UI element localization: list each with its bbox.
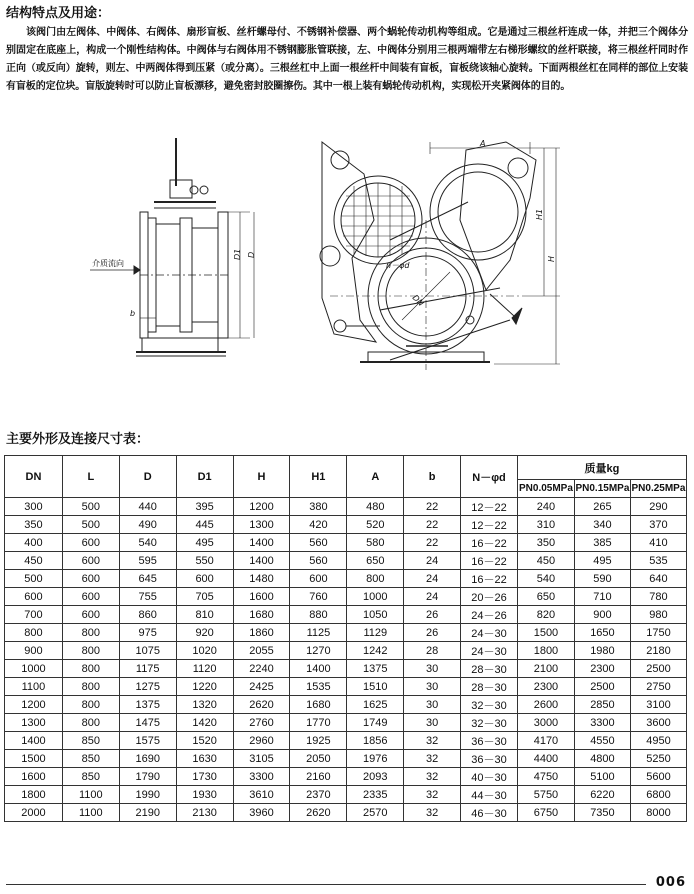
footer-divider bbox=[6, 884, 646, 885]
table-cell: 2055 bbox=[233, 642, 290, 660]
table-cell: 1375 bbox=[119, 696, 176, 714]
table-cell: 450 bbox=[5, 552, 63, 570]
table-cell: 24－30 bbox=[461, 624, 518, 642]
table-cell: 800 bbox=[62, 660, 119, 678]
table-cell: 1100 bbox=[62, 786, 119, 804]
table-cell: 4750 bbox=[517, 768, 574, 786]
table-cell: 2620 bbox=[290, 804, 347, 822]
table-cell: 2180 bbox=[630, 642, 686, 660]
header-a: A bbox=[347, 456, 404, 498]
table-cell: 32 bbox=[404, 768, 461, 786]
table-cell: 1600 bbox=[233, 588, 290, 606]
front-view bbox=[320, 142, 560, 370]
table-cell: 1375 bbox=[347, 660, 404, 678]
table-row bbox=[5, 786, 687, 804]
table-cell: 3100 bbox=[630, 696, 686, 714]
table-cell: 3300 bbox=[574, 714, 630, 732]
table-cell: 500 bbox=[5, 570, 63, 588]
table-cell: 1400 bbox=[290, 660, 347, 678]
table-cell: 1930 bbox=[176, 786, 233, 804]
page-number: 006 bbox=[655, 875, 686, 890]
table-cell: 7350 bbox=[574, 804, 630, 822]
table-row bbox=[5, 678, 687, 696]
table-cell: 40－30 bbox=[461, 768, 518, 786]
table-cell: 1100 bbox=[5, 678, 63, 696]
table-cell: 850 bbox=[62, 732, 119, 750]
table-cell: 350 bbox=[5, 516, 63, 534]
table-cell: 1000 bbox=[5, 660, 63, 678]
table-cell: 290 bbox=[630, 498, 686, 516]
table-cell: 1200 bbox=[5, 696, 63, 714]
table-cell: 600 bbox=[62, 606, 119, 624]
table-row bbox=[5, 570, 687, 588]
table-cell: 24 bbox=[404, 588, 461, 606]
table-header-row bbox=[5, 456, 687, 480]
table-cell: 2500 bbox=[574, 678, 630, 696]
table-cell: 6220 bbox=[574, 786, 630, 804]
table-cell: 265 bbox=[574, 498, 630, 516]
table-cell: 820 bbox=[517, 606, 574, 624]
table-cell: 2240 bbox=[233, 660, 290, 678]
table-row bbox=[5, 552, 687, 570]
table-cell: 2335 bbox=[347, 786, 404, 804]
table-cell: 2500 bbox=[630, 660, 686, 678]
dim-d-label: D bbox=[247, 251, 256, 258]
table-cell: 240 bbox=[517, 498, 574, 516]
dimensions-table bbox=[4, 455, 687, 822]
table-cell: 760 bbox=[290, 588, 347, 606]
table-cell: 2570 bbox=[347, 804, 404, 822]
table-cell: 26 bbox=[404, 606, 461, 624]
table-cell: 2425 bbox=[233, 678, 290, 696]
table-cell: 32 bbox=[404, 804, 461, 822]
header-d: D bbox=[119, 456, 176, 498]
table-cell: 920 bbox=[176, 624, 233, 642]
header-h1: H1 bbox=[290, 456, 347, 498]
table-cell: 595 bbox=[119, 552, 176, 570]
table-cell: 300 bbox=[5, 498, 63, 516]
table-cell: 1730 bbox=[176, 768, 233, 786]
table-cell: 445 bbox=[176, 516, 233, 534]
table-cell: 540 bbox=[119, 534, 176, 552]
table-row bbox=[5, 732, 687, 750]
table-cell: 1242 bbox=[347, 642, 404, 660]
table-row bbox=[5, 588, 687, 606]
flow-direction-label: 介质流向 bbox=[92, 259, 124, 268]
table-cell: 560 bbox=[290, 534, 347, 552]
section-title-dimensions: 主要外形及连接尺寸表： bbox=[6, 432, 150, 447]
table-cell: 32－30 bbox=[461, 696, 518, 714]
header-pn005: PN0.05MPa bbox=[517, 480, 574, 498]
table-cell: 1300 bbox=[233, 516, 290, 534]
table-cell: 1520 bbox=[176, 732, 233, 750]
table-cell: 490 bbox=[119, 516, 176, 534]
table-cell: 1690 bbox=[119, 750, 176, 768]
table-cell: 975 bbox=[119, 624, 176, 642]
table-cell: 535 bbox=[630, 552, 686, 570]
table-cell: 16－22 bbox=[461, 534, 518, 552]
table-cell: 24－30 bbox=[461, 642, 518, 660]
table-cell: 5750 bbox=[517, 786, 574, 804]
table-cell: 5600 bbox=[630, 768, 686, 786]
table-cell: 3610 bbox=[233, 786, 290, 804]
table-cell: 2600 bbox=[517, 696, 574, 714]
table-cell: 1990 bbox=[119, 786, 176, 804]
table-cell: 28 bbox=[404, 642, 461, 660]
table-cell: 2093 bbox=[347, 768, 404, 786]
table-cell: 850 bbox=[62, 750, 119, 768]
table-cell: 1500 bbox=[517, 624, 574, 642]
table-cell: 2100 bbox=[517, 660, 574, 678]
table-cell: 800 bbox=[62, 624, 119, 642]
table-cell: 580 bbox=[347, 534, 404, 552]
table-cell: 1650 bbox=[574, 624, 630, 642]
dim-h-label: H bbox=[547, 255, 556, 262]
table-cell: 8000 bbox=[630, 804, 686, 822]
table-cell: 1856 bbox=[347, 732, 404, 750]
table-cell: 2750 bbox=[630, 678, 686, 696]
table-cell: 1800 bbox=[5, 786, 63, 804]
header-d1: D1 bbox=[176, 456, 233, 498]
table-cell: 900 bbox=[5, 642, 63, 660]
table-cell: 385 bbox=[574, 534, 630, 552]
table-cell: 5100 bbox=[574, 768, 630, 786]
table-row bbox=[5, 714, 687, 732]
table-row bbox=[5, 696, 687, 714]
table-cell: 350 bbox=[517, 534, 574, 552]
table-cell: 24－26 bbox=[461, 606, 518, 624]
table-cell: 400 bbox=[5, 534, 63, 552]
table-cell: 30 bbox=[404, 696, 461, 714]
structure-description: 该阀门由左阀体、中阀体、右阀体、扇形盲板、丝杆螺母付、不锈钢补偿器、两个蜗轮传动机构等组成。它是通过三根丝杆连成一体，并把三个阀体分别固定在底座上，构成一个刚性结构体。中阀体与右阀体用不锈钢膨胀管联接，左、中阀体分别用三根两端带左右梯形螺纹的丝杆联接，将三根丝杆同时作正向（或反向）旋转，则左、中两阀体得到压紧（或分离）。三根丝杠中上面一根丝杆中间装有盲板，盲板绕该轴心旋转。下面两根丝杠在同样的部位上安装有盲板的定位块。盲版旋转时可以防止盲板漂移，避免密封胶圈擦伤。其中一根上装有蜗轮传动机构，实现松开夹紧阀体的目的。 bbox=[6, 27, 688, 92]
table-cell: 710 bbox=[574, 588, 630, 606]
table-cell: 2190 bbox=[119, 804, 176, 822]
table-cell: 1976 bbox=[347, 750, 404, 768]
table-cell: 16－22 bbox=[461, 552, 518, 570]
table-cell: 480 bbox=[347, 498, 404, 516]
table-cell: 20－26 bbox=[461, 588, 518, 606]
table-cell: 1790 bbox=[119, 768, 176, 786]
table-cell: 800 bbox=[62, 696, 119, 714]
table-cell: 1125 bbox=[290, 624, 347, 642]
table-cell: 1925 bbox=[290, 732, 347, 750]
table-row bbox=[5, 768, 687, 786]
table-cell: 800 bbox=[62, 642, 119, 660]
table-cell: 650 bbox=[517, 588, 574, 606]
table-cell: 16－22 bbox=[461, 570, 518, 588]
table-cell: 1129 bbox=[347, 624, 404, 642]
table-cell: 600 bbox=[5, 588, 63, 606]
table-cell: 495 bbox=[574, 552, 630, 570]
valve-drawing bbox=[90, 120, 570, 376]
table-cell: 44－30 bbox=[461, 786, 518, 804]
table-cell: 2130 bbox=[176, 804, 233, 822]
table-cell: 590 bbox=[574, 570, 630, 588]
table-cell: 4550 bbox=[574, 732, 630, 750]
table-cell: 1400 bbox=[233, 552, 290, 570]
table-cell: 1200 bbox=[233, 498, 290, 516]
table-cell: 24 bbox=[404, 552, 461, 570]
table-cell: 1770 bbox=[290, 714, 347, 732]
table-cell: 600 bbox=[290, 570, 347, 588]
table-cell: 500 bbox=[62, 516, 119, 534]
header-pn025: PN0.25MPa bbox=[630, 480, 686, 498]
header-h: H bbox=[233, 456, 290, 498]
table-cell: 640 bbox=[630, 570, 686, 588]
table-row bbox=[5, 660, 687, 678]
table-cell: 22 bbox=[404, 534, 461, 552]
table-row bbox=[5, 750, 687, 768]
table-cell: 1510 bbox=[347, 678, 404, 696]
table-cell: 1500 bbox=[5, 750, 63, 768]
table-cell: 2000 bbox=[5, 804, 63, 822]
table-cell: 4400 bbox=[517, 750, 574, 768]
table-cell: 2050 bbox=[290, 750, 347, 768]
table-cell: 1575 bbox=[119, 732, 176, 750]
table-cell: 420 bbox=[290, 516, 347, 534]
table-cell: 2300 bbox=[517, 678, 574, 696]
table-cell: 340 bbox=[574, 516, 630, 534]
table-cell: 755 bbox=[119, 588, 176, 606]
header-l: L bbox=[62, 456, 119, 498]
table-cell: 2850 bbox=[574, 696, 630, 714]
table-cell: 3960 bbox=[233, 804, 290, 822]
table-cell: 3105 bbox=[233, 750, 290, 768]
table-cell: 395 bbox=[176, 498, 233, 516]
table-cell: 5250 bbox=[630, 750, 686, 768]
table-cell: 3300 bbox=[233, 768, 290, 786]
table-cell: 1275 bbox=[119, 678, 176, 696]
table-cell: 1400 bbox=[233, 534, 290, 552]
table-cell: 645 bbox=[119, 570, 176, 588]
table-cell: 780 bbox=[630, 588, 686, 606]
table-cell: 370 bbox=[630, 516, 686, 534]
table-row bbox=[5, 516, 687, 534]
table-cell: 1625 bbox=[347, 696, 404, 714]
table-cell: 36－30 bbox=[461, 732, 518, 750]
table-cell: 550 bbox=[176, 552, 233, 570]
table-cell: 2160 bbox=[290, 768, 347, 786]
table-cell: 46－30 bbox=[461, 804, 518, 822]
dim-dn-label: DN bbox=[410, 293, 426, 309]
table-cell: 600 bbox=[62, 552, 119, 570]
table-cell: 2370 bbox=[290, 786, 347, 804]
table-cell: 1100 bbox=[62, 804, 119, 822]
table-cell: 2760 bbox=[233, 714, 290, 732]
table-cell: 32 bbox=[404, 750, 461, 768]
table-row bbox=[5, 804, 687, 822]
table-cell: 1860 bbox=[233, 624, 290, 642]
table-cell: 1680 bbox=[233, 606, 290, 624]
table-cell: 1749 bbox=[347, 714, 404, 732]
dim-a-label: A bbox=[480, 139, 486, 148]
table-cell: 500 bbox=[62, 498, 119, 516]
table-cell: 36－30 bbox=[461, 750, 518, 768]
table-cell: 1400 bbox=[5, 732, 63, 750]
table-cell: 1535 bbox=[290, 678, 347, 696]
table-row bbox=[5, 498, 687, 516]
table-cell: 30 bbox=[404, 660, 461, 678]
header-n-d: N－φd bbox=[461, 456, 518, 498]
table-cell: 32－30 bbox=[461, 714, 518, 732]
table-cell: 705 bbox=[176, 588, 233, 606]
table-cell: 410 bbox=[630, 534, 686, 552]
table-cell: 900 bbox=[574, 606, 630, 624]
table-cell: 12－22 bbox=[461, 516, 518, 534]
table-cell: 1000 bbox=[347, 588, 404, 606]
table-cell: 600 bbox=[62, 534, 119, 552]
table-cell: 650 bbox=[347, 552, 404, 570]
table-cell: 12－22 bbox=[461, 498, 518, 516]
table-cell: 1020 bbox=[176, 642, 233, 660]
section-title-structure: 结构特点及用途： bbox=[6, 6, 111, 21]
table-cell: 28－30 bbox=[461, 678, 518, 696]
table-cell: 1800 bbox=[517, 642, 574, 660]
table-cell: 22 bbox=[404, 498, 461, 516]
table-cell: 2960 bbox=[233, 732, 290, 750]
table-cell: 860 bbox=[119, 606, 176, 624]
table-row bbox=[5, 606, 687, 624]
table-cell: 980 bbox=[630, 606, 686, 624]
table-cell: 1320 bbox=[176, 696, 233, 714]
header-pn015: PN0.15MPa bbox=[574, 480, 630, 498]
table-cell: 700 bbox=[5, 606, 63, 624]
table-cell: 30 bbox=[404, 678, 461, 696]
table-cell: 540 bbox=[517, 570, 574, 588]
table-cell: 32 bbox=[404, 732, 461, 750]
table-cell: 1480 bbox=[233, 570, 290, 588]
table-cell: 560 bbox=[290, 552, 347, 570]
table-body bbox=[5, 498, 687, 822]
table-cell: 1270 bbox=[290, 642, 347, 660]
table-cell: 495 bbox=[176, 534, 233, 552]
table-cell: 440 bbox=[119, 498, 176, 516]
table-cell: 1420 bbox=[176, 714, 233, 732]
table-cell: 380 bbox=[290, 498, 347, 516]
header-dn: DN bbox=[5, 456, 63, 498]
table-cell: 26 bbox=[404, 624, 461, 642]
table-row bbox=[5, 624, 687, 642]
table-cell: 800 bbox=[347, 570, 404, 588]
table-cell: 600 bbox=[176, 570, 233, 588]
table-cell: 800 bbox=[62, 714, 119, 732]
header-mass: 质量kg bbox=[517, 456, 686, 480]
table-cell: 22 bbox=[404, 516, 461, 534]
table-cell: 450 bbox=[517, 552, 574, 570]
table-cell: 4950 bbox=[630, 732, 686, 750]
table-cell: 1120 bbox=[176, 660, 233, 678]
table-cell: 32 bbox=[404, 786, 461, 804]
table-cell: 1750 bbox=[630, 624, 686, 642]
table-row bbox=[5, 642, 687, 660]
table-cell: 1600 bbox=[5, 768, 63, 786]
table-cell: 800 bbox=[5, 624, 63, 642]
header-b: b bbox=[404, 456, 461, 498]
table-cell: 810 bbox=[176, 606, 233, 624]
dim-h1-label: H1 bbox=[535, 208, 544, 220]
table-cell: 24 bbox=[404, 570, 461, 588]
table-cell: 600 bbox=[62, 588, 119, 606]
table-cell: 1300 bbox=[5, 714, 63, 732]
table-cell: 3600 bbox=[630, 714, 686, 732]
dim-nd-label: n－φd bbox=[386, 261, 410, 270]
table-cell: 1980 bbox=[574, 642, 630, 660]
table-cell: 1175 bbox=[119, 660, 176, 678]
table-cell: 30 bbox=[404, 714, 461, 732]
table-cell: 4800 bbox=[574, 750, 630, 768]
table-cell: 1050 bbox=[347, 606, 404, 624]
table-cell: 28－30 bbox=[461, 660, 518, 678]
table-cell: 6800 bbox=[630, 786, 686, 804]
table-cell: 800 bbox=[62, 678, 119, 696]
table-cell: 520 bbox=[347, 516, 404, 534]
table-cell: 600 bbox=[62, 570, 119, 588]
table-cell: 3000 bbox=[517, 714, 574, 732]
side-view bbox=[90, 138, 254, 356]
table-cell: 850 bbox=[62, 768, 119, 786]
table-cell: 1075 bbox=[119, 642, 176, 660]
table-cell: 1630 bbox=[176, 750, 233, 768]
dim-b-label: b bbox=[130, 309, 136, 318]
table-cell: 2300 bbox=[574, 660, 630, 678]
table-cell: 880 bbox=[290, 606, 347, 624]
table-cell: 1475 bbox=[119, 714, 176, 732]
table-cell: 1220 bbox=[176, 678, 233, 696]
table-cell: 1680 bbox=[290, 696, 347, 714]
table-cell: 4170 bbox=[517, 732, 574, 750]
table-cell: 310 bbox=[517, 516, 574, 534]
dim-d1-label: D1 bbox=[233, 248, 242, 260]
table-row bbox=[5, 534, 687, 552]
table-cell: 2620 bbox=[233, 696, 290, 714]
table-cell: 6750 bbox=[517, 804, 574, 822]
